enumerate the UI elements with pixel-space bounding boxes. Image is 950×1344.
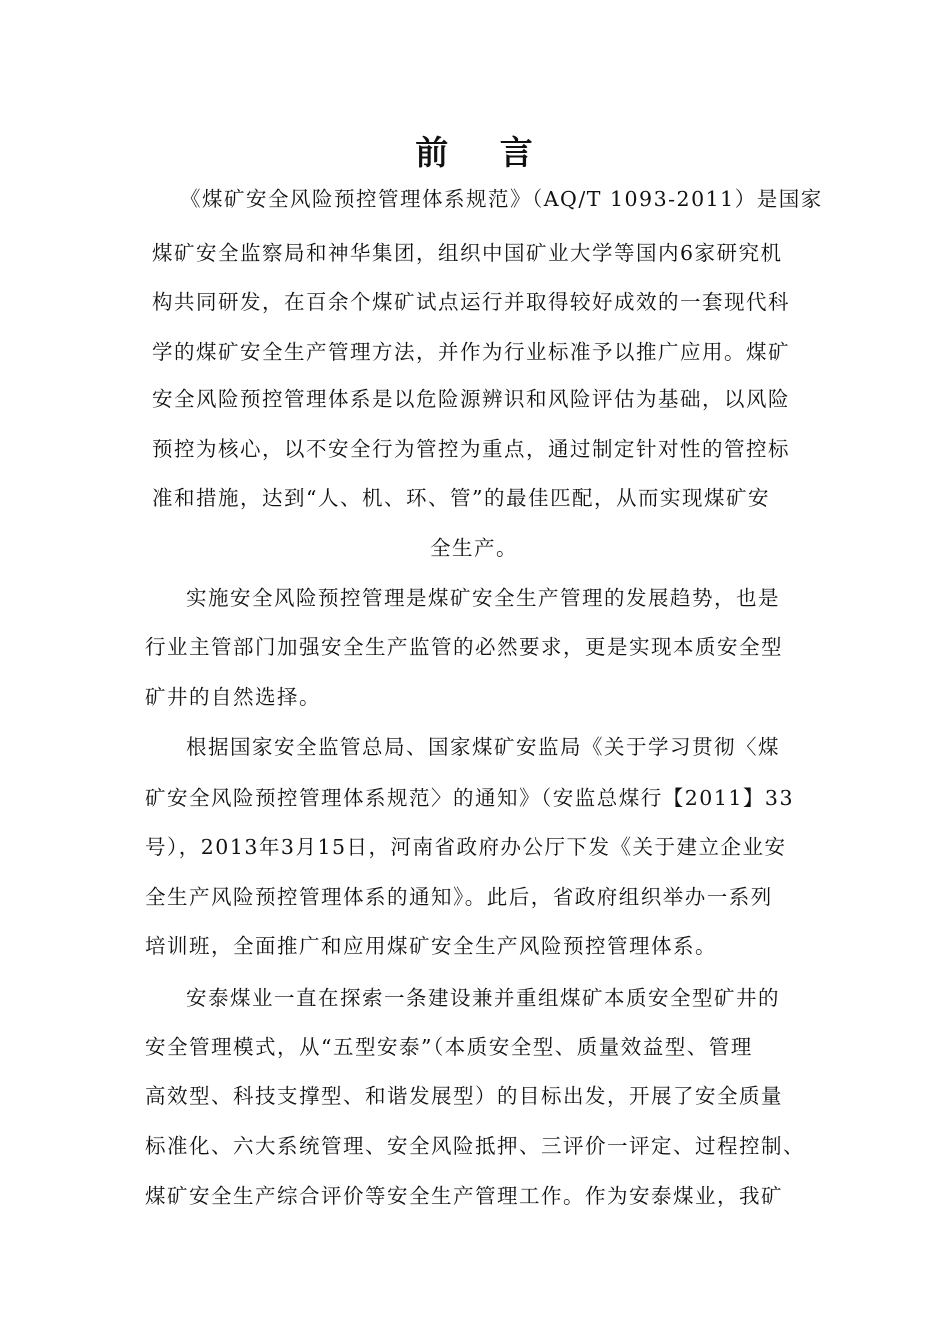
paragraph-line: 矿安全风险预控管理体系规范〉的通知》（安监总煤行【2011】33 [145, 786, 795, 810]
paragraph-line: 准和措施，达到“人、机、环、管”的最佳匹配，从而实现煤矿安 [152, 486, 770, 510]
paragraph-line: 《煤矿安全风险预控管理体系规范》（AQ/T 1093-2011）是国家 [180, 187, 823, 211]
paragraph-line: 安全管理模式，从“五型安泰”（本质安全型、质量效益型、管理 [145, 1035, 753, 1059]
paragraph-line: 根据国家安全监管总局、国家煤矿安监局《关于学习贯彻〈煤 [186, 735, 780, 759]
paragraph-line: 全生产。 [430, 536, 518, 560]
paragraph-line: 高效型、科技支撑型、和谐发展型）的目标出发，开展了安全质量 [145, 1084, 783, 1108]
paragraph-line: 全生产风险预控管理体系的通知》。此后，省政府组织举办一系列 [145, 885, 773, 909]
paragraph-line: 安泰煤业一直在探索一条建设兼并重组煤矿本质安全型矿井的 [186, 986, 780, 1010]
page-title: 前 言 [415, 133, 553, 172]
paragraph-line: 煤矿安全生产综合评价等安全生产管理工作。作为安泰煤业，我矿 [145, 1184, 783, 1208]
paragraph-line: 实施安全风险预控管理是煤矿安全生产管理的发展趋势，也是 [186, 586, 780, 610]
paragraph-line: 行业主管部门加强安全生产监管的必然要求，更是实现本质安全型 [145, 635, 783, 659]
paragraph-line: 构共同研发，在百余个煤矿试点运行并取得较好成效的一套现代科 [152, 290, 790, 314]
paragraph-line: 培训班，全面推广和应用煤矿安全生产风险预控管理体系。 [145, 934, 717, 958]
paragraph-line: 煤矿安全监察局和神华集团，组织中国矿业大学等国内6家研究机 [152, 241, 783, 265]
paragraph-line: 学的煤矿安全生产管理方法，并作为行业标准予以推广应用。煤矿 [152, 340, 790, 364]
paragraph-line: 预控为核心，以不安全行为管控为重点，通过制定针对性的管控标 [152, 437, 790, 461]
paragraph-line: 矿井的自然选择。 [145, 685, 321, 709]
paragraph-line: 安全风险预控管理体系是以危险源辨识和风险评估为基础，以风险 [152, 387, 790, 411]
paragraph-line: 号），2013年3月15日，河南省政府办公厅下发《关于建立企业安 [145, 835, 787, 859]
paragraph-line: 标准化、六大系统管理、安全风险抵押、三评价一评定、过程控制、 [145, 1134, 805, 1158]
